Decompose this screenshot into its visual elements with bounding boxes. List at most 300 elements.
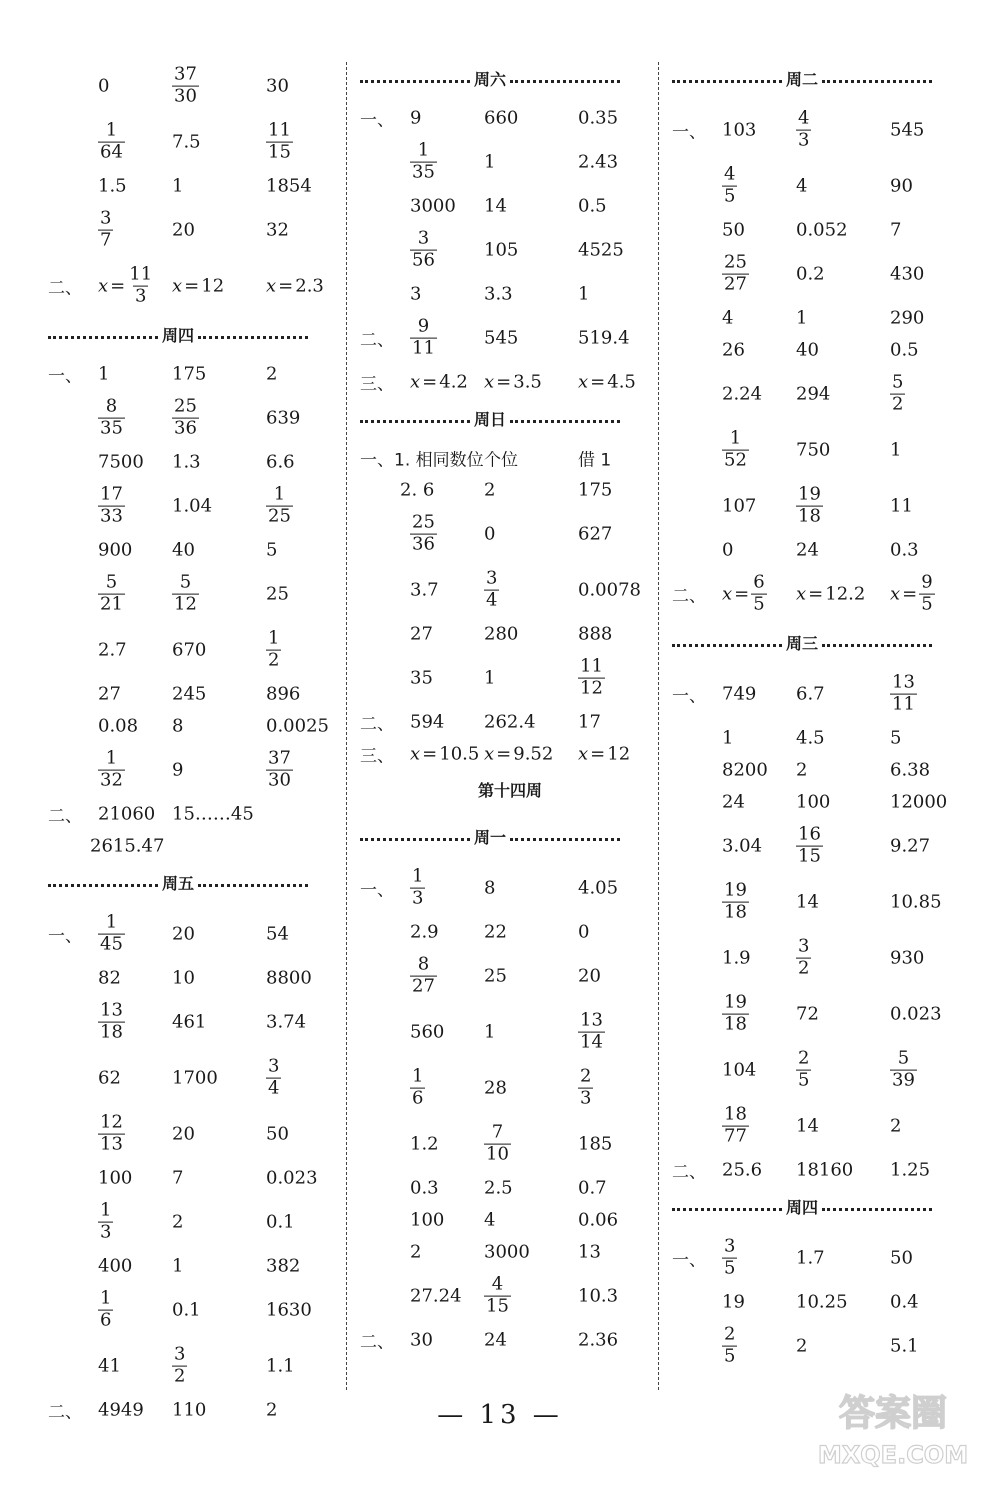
answer-value <box>578 1009 605 1053</box>
dotted-leader <box>360 80 470 83</box>
answer-value: 245 <box>172 683 207 705</box>
answer-value: 4.05 <box>578 877 619 899</box>
fraction-denominator: 35 <box>412 161 435 183</box>
answer-value: x = 12 <box>172 275 225 297</box>
answer-value: 110 <box>172 1399 207 1421</box>
svg-text:答案圈: 答案圈 <box>838 1393 948 1434</box>
fraction-numerator: 9 <box>921 571 933 593</box>
answer-value <box>796 107 811 151</box>
fraction-numerator: 1 <box>100 1199 112 1221</box>
answer-value: 2.9 <box>410 921 439 943</box>
fraction-numerator: 13 <box>892 671 915 693</box>
answer-value: 0.023 <box>890 1003 942 1025</box>
fraction-numerator: 18 <box>724 1103 747 1125</box>
fraction-denominator: 7 <box>100 229 112 251</box>
fraction <box>484 567 499 611</box>
answer-value: 82 <box>98 967 121 989</box>
answer-value: 9.27 <box>890 835 931 857</box>
answer-value <box>98 207 113 251</box>
answer-value: 27 <box>410 623 433 645</box>
answer-value: 6.7 <box>796 683 825 705</box>
day-section-header <box>672 66 932 90</box>
fraction-denominator: 27 <box>724 273 747 295</box>
answer-value: 12000 <box>890 791 948 813</box>
answer-value <box>98 1111 125 1155</box>
fraction-numerator: 6 <box>753 571 765 593</box>
answer-value: 1 <box>172 175 184 197</box>
answer-value: 20 <box>172 1123 195 1145</box>
answer-value <box>266 1055 281 1099</box>
fraction-numerator: 5 <box>105 571 118 593</box>
answer-value: 0 <box>722 539 734 561</box>
answer-value: 7 <box>890 219 902 241</box>
answer-value: 3.04 <box>722 835 763 857</box>
answer-value <box>98 1199 113 1243</box>
answer-value: 11 <box>890 495 913 517</box>
answer-value <box>722 163 737 207</box>
question-number: 一、 <box>672 122 706 143</box>
answer-value: 103 <box>722 119 757 141</box>
answer-value: 4 <box>722 307 734 329</box>
answer-value: 41 <box>98 1355 121 1377</box>
fraction-denominator: 15 <box>798 845 821 867</box>
fraction-numerator: 3 <box>724 1235 736 1257</box>
fraction-numerator: 8 <box>105 395 118 417</box>
fraction-numerator: 37 <box>268 747 291 769</box>
fraction <box>722 1323 737 1367</box>
fraction-numerator: 5 <box>892 371 904 393</box>
fraction-denominator: 27 <box>412 975 435 997</box>
answer-value: x = 9.52 <box>484 743 554 765</box>
answer-value: 20 <box>172 923 195 945</box>
fraction <box>266 627 281 671</box>
fraction-denominator: 6 <box>412 1087 424 1109</box>
fraction <box>796 935 811 979</box>
fraction-numerator: 25 <box>412 511 435 533</box>
answer-value: 185 <box>578 1133 613 1155</box>
day-title: 周四 <box>162 325 195 345</box>
answer-value <box>796 935 811 979</box>
answer-value: x = $\frac{6}{5}$ <box>722 571 765 615</box>
answer-value <box>796 823 823 867</box>
answer-value: 8 <box>172 715 184 737</box>
fraction-denominator: 56 <box>412 249 435 271</box>
answer-value <box>890 671 917 715</box>
fraction-numerator: 2 <box>580 1065 592 1087</box>
fraction <box>172 1343 187 1387</box>
answer-value: 4 <box>484 1209 496 1231</box>
fraction-numerator: 3 <box>100 207 112 229</box>
svg-text:MXQE.COM: MXQE.COM <box>817 1441 969 1469</box>
fraction-numerator: 3 <box>417 227 430 249</box>
answer-value: 2 <box>410 1241 422 1263</box>
answer-value: 14 <box>796 1115 819 1137</box>
fraction-numerator: 1 <box>105 911 118 933</box>
fraction-numerator: 1 <box>417 139 430 161</box>
day-title: 周日 <box>474 409 507 429</box>
answer-value: 1.7 <box>796 1247 825 1269</box>
dotted-leader <box>510 420 620 423</box>
day-title: 周四 <box>786 1197 819 1217</box>
answer-value <box>98 483 125 527</box>
answer-value: 1.9 <box>722 947 751 969</box>
answer-column-2 <box>360 58 660 1388</box>
answer-value: 0.1 <box>266 1211 295 1233</box>
dotted-leader <box>672 644 782 647</box>
fraction <box>172 63 199 107</box>
question-number: 一、 <box>672 1250 706 1271</box>
answer-value: 0.0078 <box>578 579 641 601</box>
fraction <box>98 1287 113 1331</box>
fraction-numerator: 1 <box>412 865 424 887</box>
fraction-denominator: 77 <box>724 1125 747 1147</box>
answer-value: 个位 <box>484 450 518 471</box>
answer-value <box>722 879 749 923</box>
fraction <box>722 163 737 207</box>
answer-value: 7500 <box>98 451 144 473</box>
fraction-denominator: 5 <box>724 1257 736 1279</box>
answer-value: 1700 <box>172 1067 218 1089</box>
answer-value: 1630 <box>266 1299 312 1321</box>
answer-value: 107 <box>722 495 757 517</box>
fraction-denominator: 12 <box>580 677 603 699</box>
fraction-denominator: 3 <box>798 129 810 151</box>
fraction <box>410 139 437 183</box>
answer-value: 24 <box>484 1329 507 1351</box>
day-section-header <box>48 870 308 894</box>
fraction-denominator: 30 <box>174 85 197 107</box>
fraction-denominator: 18 <box>724 901 747 923</box>
answer-value: 1.04 <box>172 495 213 517</box>
fraction <box>266 483 293 527</box>
fraction-denominator: 36 <box>174 417 197 439</box>
answer-value: 0.023 <box>266 1167 318 1189</box>
answer-value: 1.5 <box>98 175 127 197</box>
fraction-denominator: 3 <box>412 887 424 909</box>
day-section-header <box>360 66 620 90</box>
answer-value: 3 <box>410 283 422 305</box>
answer-value: 20 <box>172 219 195 241</box>
fraction-numerator: 1 <box>412 1065 424 1087</box>
answer-value: 8 <box>484 877 496 899</box>
fraction-denominator: 52 <box>724 449 747 471</box>
dotted-leader <box>822 1208 932 1211</box>
answer-value <box>98 571 125 615</box>
fraction <box>890 371 905 415</box>
answer-value: 175 <box>172 363 207 385</box>
answer-value: 10.3 <box>578 1285 619 1307</box>
fraction-numerator: 37 <box>174 63 197 85</box>
answer-value: 0.06 <box>578 1209 619 1231</box>
fraction <box>796 1047 811 1091</box>
answer-value <box>410 315 437 359</box>
fraction-numerator: 13 <box>580 1009 603 1031</box>
answer-value: 72 <box>796 1003 819 1025</box>
answer-value: 749 <box>722 683 757 705</box>
day-section-header <box>360 406 620 430</box>
question-number: 二、 <box>672 586 706 607</box>
fraction <box>98 1199 113 1243</box>
fraction-denominator: 3 <box>100 1221 112 1243</box>
fraction <box>722 1103 749 1147</box>
fraction-denominator: 5 <box>753 593 765 615</box>
day-title: 周三 <box>786 633 819 653</box>
answer-value: 2615.47 <box>90 835 165 857</box>
fraction-numerator: 8 <box>417 953 430 975</box>
answer-value: 2.24 <box>722 383 763 405</box>
fraction <box>266 1055 281 1099</box>
answer-value: 5 <box>890 727 902 749</box>
answer-value: 14 <box>484 195 507 217</box>
answer-value <box>266 119 293 163</box>
fraction-numerator: 19 <box>798 483 821 505</box>
question-number: 一、 <box>48 366 82 387</box>
answer-value: 2 <box>796 759 808 781</box>
fraction-denominator: 15 <box>486 1295 509 1317</box>
fraction <box>796 483 823 527</box>
question-number: 二、 <box>48 1402 82 1423</box>
answer-value: 0 <box>484 523 496 545</box>
answer-value: 24 <box>796 539 819 561</box>
watermark-logo <box>808 1383 978 1473</box>
answer-value: 7.5 <box>172 131 201 153</box>
answer-value: 100 <box>410 1209 445 1231</box>
answer-value: 430 <box>890 263 925 285</box>
answer-value: 54 <box>266 923 289 945</box>
answer-value <box>172 571 199 615</box>
fraction <box>751 571 766 615</box>
answer-value: 0.5 <box>890 339 919 361</box>
answer-value: 545 <box>890 119 925 141</box>
answer-value <box>410 1065 425 1109</box>
answer-value <box>484 567 499 611</box>
fraction <box>410 953 437 997</box>
question-number: 三、 <box>360 374 394 395</box>
fraction-numerator: 25 <box>724 251 747 273</box>
fraction <box>98 483 125 527</box>
fraction-denominator: 6 <box>100 1309 112 1331</box>
question-number: 二、 <box>360 714 394 735</box>
answer-value: 7 <box>172 1167 184 1189</box>
answer-value <box>796 1047 811 1091</box>
column-divider <box>346 62 347 1390</box>
answer-value <box>410 227 437 271</box>
question-number: 二、 <box>672 1162 706 1183</box>
fraction-numerator: 5 <box>897 1047 910 1069</box>
answer-value: 0.2 <box>796 263 825 285</box>
answer-value: 1 <box>172 1255 184 1277</box>
answer-value <box>98 999 125 1043</box>
answer-value <box>578 655 605 699</box>
fraction-denominator: 39 <box>892 1069 915 1091</box>
answer-value: 3.74 <box>266 1011 307 1033</box>
answer-value <box>722 427 749 471</box>
question-number: 二、 <box>48 806 82 827</box>
answer-value: 90 <box>890 175 913 197</box>
answer-value: 900 <box>98 539 133 561</box>
fraction-denominator: 15 <box>268 141 291 163</box>
answer-value: x = $\frac{9}{5}$ <box>890 571 933 615</box>
fraction-denominator: 2 <box>798 957 810 979</box>
answer-value: 13 <box>578 1241 601 1263</box>
fraction-numerator: 1 <box>268 627 280 649</box>
answer-value: 5 <box>266 539 278 561</box>
answer-value: 1 <box>796 307 808 329</box>
question-number: 一、 <box>360 110 394 131</box>
fraction-numerator: 9 <box>417 315 430 337</box>
fraction-denominator: 5 <box>724 185 736 207</box>
answer-value: 26 <box>722 339 745 361</box>
fraction-denominator: 11 <box>412 337 435 359</box>
fraction-numerator: 2 <box>724 1323 736 1345</box>
answer-value: 2 <box>484 479 496 501</box>
answer-value: 0.4 <box>890 1291 919 1313</box>
answer-value: 104 <box>722 1059 757 1081</box>
answer-value <box>484 1121 511 1165</box>
fraction-denominator: 4 <box>268 1077 280 1099</box>
answer-value: 18160 <box>796 1159 854 1181</box>
fraction <box>578 655 605 699</box>
fraction-numerator: 1 <box>729 427 742 449</box>
answer-value: 4525 <box>578 239 624 261</box>
answer-value: 50 <box>722 219 745 241</box>
fraction-numerator: 19 <box>724 879 747 901</box>
dotted-leader <box>198 884 308 887</box>
answer-value: 560 <box>410 1021 445 1043</box>
answer-value: 25 <box>484 965 507 987</box>
fraction-denominator: 11 <box>892 693 915 715</box>
fraction-numerator: 2 <box>798 1047 810 1069</box>
answer-value <box>266 483 293 527</box>
dotted-leader <box>198 336 308 339</box>
page-number: — 13 — <box>437 1400 563 1430</box>
question-number: 一、 <box>48 926 82 947</box>
fraction <box>98 395 125 439</box>
fraction-numerator: 5 <box>179 571 192 593</box>
fraction <box>266 119 293 163</box>
dotted-leader <box>48 336 158 339</box>
answer-value: x = 4.2 <box>410 371 468 393</box>
fraction-numerator: 11 <box>580 655 603 677</box>
answer-value: 0 <box>98 75 110 97</box>
answer-value: 借 1 <box>578 450 612 471</box>
answer-value: 10.25 <box>796 1291 848 1313</box>
day-title: 周一 <box>474 827 507 847</box>
fraction-denominator: 32 <box>100 769 123 791</box>
answer-value: 62 <box>98 1067 121 1089</box>
fraction <box>98 571 125 615</box>
answer-value <box>410 139 437 183</box>
answer-value: 9 <box>410 107 422 129</box>
answer-column-3 <box>672 58 972 1388</box>
fraction-denominator: 35 <box>100 417 123 439</box>
fraction <box>98 999 125 1043</box>
dotted-leader <box>672 1208 782 1211</box>
answer-value: 4 <box>796 175 808 197</box>
fraction-denominator: 36 <box>412 533 435 555</box>
answer-value: x = 10.5 <box>410 743 480 765</box>
answer-value <box>172 1343 187 1387</box>
fraction-denominator: 5 <box>798 1069 810 1091</box>
answer-value: 888 <box>578 623 613 645</box>
day-section-header <box>672 630 932 654</box>
answer-value <box>722 251 749 295</box>
answer-value: 0.052 <box>796 219 848 241</box>
answer-value: 400 <box>98 1255 133 1277</box>
fraction-denominator: 14 <box>580 1031 603 1053</box>
answer-value: 280 <box>484 623 519 645</box>
answer-value: 17 <box>578 711 601 733</box>
answer-value: 40 <box>172 539 195 561</box>
answer-value: 0.08 <box>98 715 139 737</box>
fraction-denominator: 2 <box>892 393 904 415</box>
answer-value: 30 <box>266 75 289 97</box>
answer-value <box>98 395 125 439</box>
answer-value: x = 4.5 <box>578 371 636 393</box>
answer-value: 50 <box>890 1247 913 1269</box>
answer-value: 2.5 <box>484 1177 513 1199</box>
fraction-numerator: 13 <box>100 999 123 1021</box>
dotted-leader <box>360 420 470 423</box>
answer-value <box>890 1047 917 1091</box>
answer-value <box>266 747 293 791</box>
fraction-denominator: 25 <box>268 505 291 527</box>
day-section-header <box>672 1194 932 1218</box>
answer-value: 0.3 <box>890 539 919 561</box>
fraction-numerator: 4 <box>491 1273 504 1295</box>
fraction-numerator: 4 <box>798 107 810 129</box>
fraction <box>722 991 749 1035</box>
answer-value: 25 <box>266 583 289 605</box>
answer-value: 2 <box>266 1399 278 1421</box>
answer-value: 10 <box>172 967 195 989</box>
question-number: 一、 <box>672 686 706 707</box>
fraction-denominator: 5 <box>724 1345 736 1367</box>
fraction-numerator: 7 <box>491 1121 504 1143</box>
answer-column-1 <box>48 58 348 1423</box>
answer-value: 21060 <box>98 803 156 825</box>
fraction-numerator: 1 <box>273 483 286 505</box>
fraction-denominator: 13 <box>100 1133 123 1155</box>
answer-value: 290 <box>890 307 925 329</box>
fraction-numerator: 3 <box>486 567 498 589</box>
answer-value: 262.4 <box>484 711 536 733</box>
answer-value: 1 <box>98 363 110 385</box>
week-title: 第十四周 <box>477 781 542 800</box>
fraction-numerator: 12 <box>100 1111 123 1133</box>
dotted-leader <box>510 80 620 83</box>
fraction-numerator: 1 <box>105 747 118 769</box>
fraction <box>410 1065 425 1109</box>
fraction <box>796 823 823 867</box>
answer-value <box>172 63 199 107</box>
fraction-numerator: 11 <box>129 263 153 285</box>
answer-value: 0.1 <box>172 1299 201 1321</box>
dotted-leader <box>510 838 620 841</box>
fraction <box>98 207 113 251</box>
fraction-numerator: 3 <box>174 1343 186 1365</box>
fraction <box>722 251 749 295</box>
fraction-denominator: 64 <box>100 141 123 163</box>
answer-value: 24 <box>722 791 745 813</box>
fraction-denominator: 18 <box>100 1021 123 1043</box>
fraction-numerator: 4 <box>724 163 736 185</box>
fraction-denominator: 2 <box>268 649 280 671</box>
answer-value: 0.5 <box>578 195 607 217</box>
fraction-numerator: 1 <box>100 1287 112 1309</box>
fraction-denominator: 5 <box>921 593 933 615</box>
fraction <box>410 511 437 555</box>
